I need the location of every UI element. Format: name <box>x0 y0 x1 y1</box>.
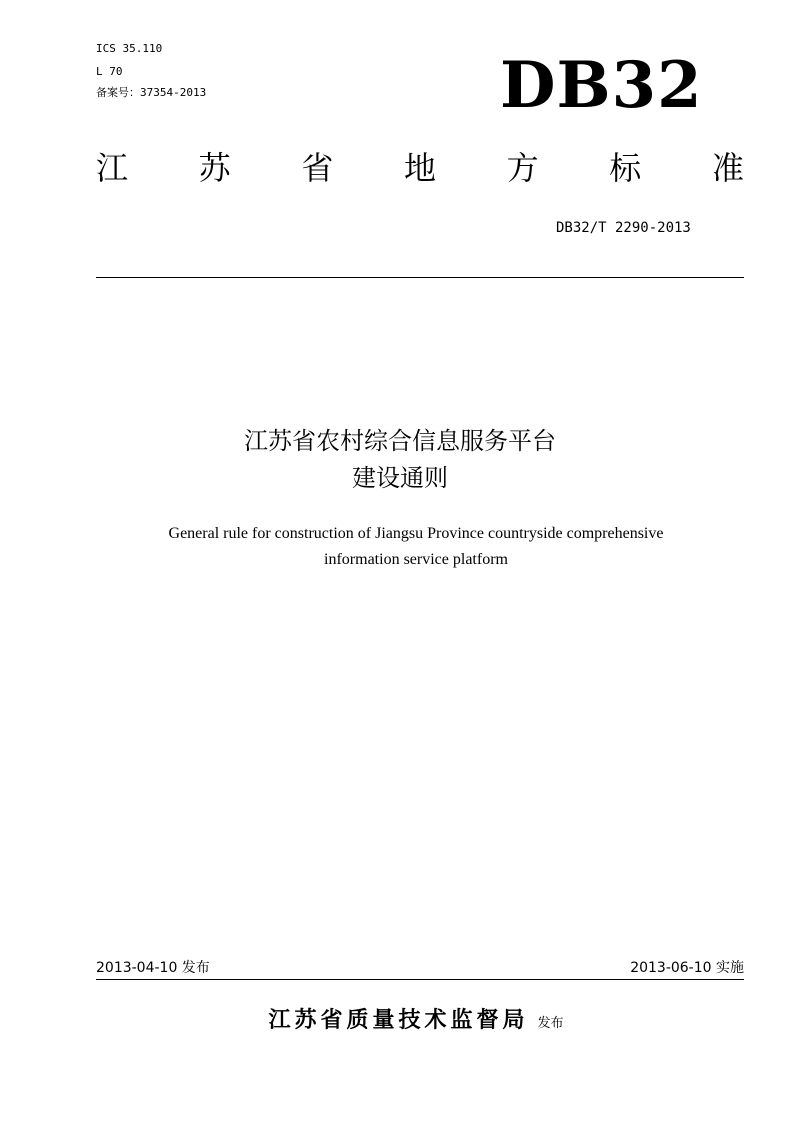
standard-number: DB32/T 2290-2013 <box>556 220 691 236</box>
title-en-line1: General rule for construction of Jiangsu Province countryside comprehensive <box>168 525 664 542</box>
footer-divider <box>96 979 744 980</box>
standard-type-char: 方 <box>506 149 539 187</box>
title-cn-line2: 建设通则 <box>352 464 448 492</box>
standard-type-char: 苏 <box>198 149 231 187</box>
standard-type-char: 地 <box>403 149 436 187</box>
issuer-line <box>0 1003 800 1034</box>
standard-type-char: 江 <box>96 149 129 187</box>
issuer-name: 江苏省质量技术监督局 <box>268 1008 529 1033</box>
classification-code: L 70 <box>96 65 123 78</box>
header-divider <box>96 277 744 278</box>
standard-type-char: 省 <box>301 149 334 187</box>
title-cn-line1: 江苏省农村综合信息服务平台 <box>244 427 556 455</box>
standard-type-heading <box>96 146 744 190</box>
ics-code: ICS 35.110 <box>96 42 163 55</box>
standard-type-char: 准 <box>711 149 744 187</box>
title-en-line2: information service platform <box>324 551 508 568</box>
issue-date: 2013-04-10 发布 <box>96 960 210 976</box>
standard-type-char: 标 <box>609 149 642 187</box>
issuer-suffix: 发布 <box>537 1016 564 1031</box>
db-code-logo: DB32 <box>500 48 703 123</box>
filing-number: 备案号：37354-2013 <box>96 86 207 99</box>
implementation-date: 2013-06-10 实施 <box>630 960 744 976</box>
